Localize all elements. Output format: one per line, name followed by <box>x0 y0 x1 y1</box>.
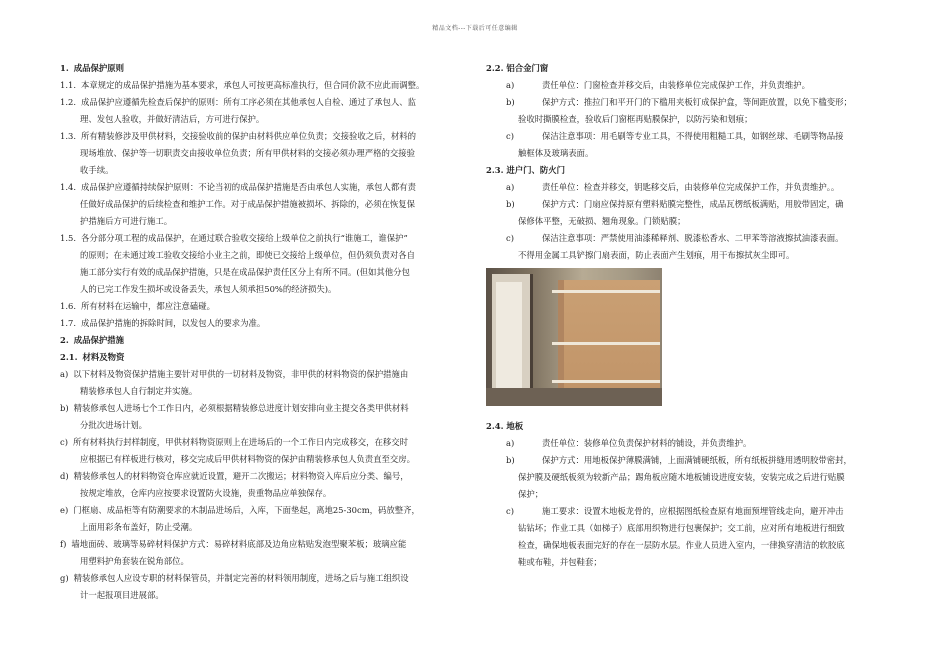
left-line <box>60 519 475 536</box>
clause-text: 施工部分实行有效的成品保护措施，只是在成品保护责任区分上有所不同。(但如其他分包 <box>80 267 410 277</box>
clause-number: b) <box>60 403 69 413</box>
section-2-4-body <box>486 435 896 571</box>
clause-number: a) <box>60 369 69 379</box>
clause-text: 以下材料及物资保护措施主要针对甲供的一切材料及物资，非甲供的材料物资的保护措施由 <box>73 369 409 379</box>
left-line <box>60 281 475 298</box>
left-line <box>60 60 475 77</box>
left-line <box>60 451 475 468</box>
right-line <box>486 77 896 94</box>
item-label: a) <box>506 438 515 448</box>
clause-text: 用塑料护角套装在锐角部位。 <box>80 556 189 566</box>
left-line <box>60 145 475 162</box>
item-text: 保护方式：用地板保护薄膜满铺，上面满铺硬纸板，所有纸板拼缝用透明胶带密封， <box>542 455 852 465</box>
right-line <box>486 230 896 247</box>
section-2-3-title: 2.3. 进户门、防火门 <box>486 165 566 175</box>
right-line <box>486 145 896 162</box>
clause-text: 精装修承包人应设专职的材料保管员，并制定完善的材料领用制度，进场之后与施工组织设 <box>73 573 409 583</box>
item-text: 责任单位：门窗检查并移交后，由装修单位完成保护工作，并负责维护。 <box>542 80 810 90</box>
clause-number: d) <box>60 471 69 481</box>
item-text: 保洁注意事项：用毛刷等专业工具，不得使用粗糙工具，如钢丝球、毛刷等物品接 <box>542 131 844 141</box>
left-line <box>60 502 475 519</box>
item-label: b) <box>506 199 515 209</box>
clause-number: 1.1. <box>60 80 76 90</box>
right-line <box>486 452 896 469</box>
item-text: 责任单位：装修单位负责保护材料的铺设，并负责维护。 <box>542 438 752 448</box>
clause-number: 1. <box>60 63 69 73</box>
right-line <box>486 486 896 503</box>
item-text: 保修体平整，无破损、翘角现象。门锁贴膜； <box>518 216 686 226</box>
item-text: 鞋或布鞋，并包鞋套； <box>518 557 602 567</box>
section-2-4-title: 2.4. 地板 <box>486 421 524 431</box>
clause-number: 2. <box>60 335 69 345</box>
clause-number: 1.3. <box>60 131 76 141</box>
right-line <box>486 179 896 196</box>
clause-text: 的原则；在未通过竣工验收交接给小业主之前，即使已交接给上级单位，但仍须负责对各自 <box>80 250 415 260</box>
item-text: 保护； <box>518 489 544 499</box>
clause-number: 2.1. <box>60 352 78 362</box>
right-line <box>486 503 896 520</box>
clause-text: 成品保护措施 <box>73 335 124 345</box>
clause-text: 按规定堆放，仓库内应按要求设置防火设施，贵重物品应单独保存。 <box>80 488 332 498</box>
right-line <box>486 537 896 554</box>
left-line <box>60 400 475 417</box>
item-label: c) <box>506 233 514 243</box>
clause-text: 收手续。 <box>80 165 114 175</box>
left-line <box>60 570 475 587</box>
clause-text: 任做好成品保护的后续检查和维护工作。对于成品保护措施被损坏、拆除的，必须在恢复保 <box>80 199 415 209</box>
item-text: 责任单位：检查并移交，钥匙移交后，由装修单位完成保护工作，并负责维护。。 <box>542 182 840 192</box>
item-text: 保护膜及硬纸板须为较新产品；踢角板应随木地板铺设进度安装，安装完成之后进行贴膜 <box>518 472 845 482</box>
clause-number: 1.7. <box>60 318 76 328</box>
clause-number: c) <box>60 437 68 447</box>
right-line <box>486 111 896 128</box>
right-line <box>486 554 896 571</box>
left-line <box>60 332 475 349</box>
clause-text: 理、发包人验收，并做好清洁后，方可进行保护。 <box>80 114 265 124</box>
clause-text: 应根据已有样板进行核对，移交完成后甲供材料物资的保护由精装修承包人负责直至交房。 <box>80 454 415 464</box>
section-2-2-body <box>486 77 896 162</box>
clause-number: g) <box>60 573 69 583</box>
right-line <box>486 213 896 230</box>
clause-text: 成品保护措施的拆除时间，以发包人的要求为准。 <box>80 318 266 328</box>
right-column <box>486 60 896 571</box>
item-label: a) <box>506 80 515 90</box>
left-line <box>60 315 475 332</box>
clause-text: 精装修承包人自行制定并实施。 <box>80 386 198 396</box>
clause-number: 1.2. <box>60 97 76 107</box>
clause-text: 护措施后方可进行施工。 <box>80 216 173 226</box>
left-line <box>60 553 475 570</box>
left-line <box>60 298 475 315</box>
left-line <box>60 468 475 485</box>
item-label: b) <box>506 455 515 465</box>
left-line <box>60 77 475 94</box>
clause-text: 各分部分项工程的成品保护，在通过联合验收交接给上级单位之前执行“谁施工，谁保护” <box>80 233 408 243</box>
clause-text: 本章规定的成品保护措施为基本要求，承包人可按更高标准执行，但合同价款不应此而调整。 <box>80 80 425 90</box>
item-text: 验收时撕膜检查，验收后门窗框再贴膜保护，以防污染和划痕； <box>518 114 753 124</box>
left-line <box>60 230 475 247</box>
clause-number: 1.6. <box>60 301 76 311</box>
left-line <box>60 485 475 502</box>
clause-text: 成品保护应遵循先检查后保护的原则：所有工序必须在其他承包人自检、通过了承包人、监 <box>80 97 416 107</box>
item-label: a) <box>506 182 515 192</box>
clause-number: 1.4. <box>60 182 76 192</box>
left-line <box>60 94 475 111</box>
right-line <box>486 196 896 213</box>
clause-number: 1.5. <box>60 233 76 243</box>
item-text: 保护方式：门扇应保持原有塑料贴膜完整性，成品瓦楞纸板满贴，用胶带固定，确 <box>542 199 844 209</box>
item-text: 施工要求：设置木地板龙骨的，应根据图纸检查原有地面预埋管线走向，避开冲击 <box>542 506 844 516</box>
right-line <box>486 128 896 145</box>
item-text: 不得用金属工具铲擦门扇表面，防止表面产生划痕，用干布擦拭灰尘即可。 <box>518 250 795 260</box>
left-line <box>60 247 475 264</box>
item-text: 保护方式：推拉门和平开门的下槛用夹板钉成保护盒，等间距放置，以免下槛变形； <box>542 97 852 107</box>
clause-text: 精装修承包人的材料物资仓库应就近设置，避开二次搬运；材料物资入库后应分类、编号， <box>73 471 409 481</box>
section-2-2-title: 2.2. 铝合金门窗 <box>486 63 549 73</box>
clause-number: f) <box>60 539 67 549</box>
left-line <box>60 111 475 128</box>
clause-text: 上面用彩条布盖好，防止受潮。 <box>80 522 198 532</box>
page-header: 精品文档---下载后可任意编辑 <box>432 25 518 32</box>
right-line <box>486 435 896 452</box>
left-line <box>60 128 475 145</box>
right-line <box>486 94 896 111</box>
clause-text: 所有材料执行封样制度，甲供材料物资原则上在进场后的一个工作日内完成移交，在移交时 <box>72 437 408 447</box>
right-line <box>486 520 896 537</box>
clause-text: 门框扇、成品柜等有防潮要求的木制品进场后，入库，下面垫起，离地25-30cm，码放整齐， <box>73 505 420 515</box>
left-line <box>60 213 475 230</box>
left-line <box>60 366 475 383</box>
clause-text: 材料及物资 <box>82 352 125 362</box>
section-2-3-body <box>486 179 896 264</box>
item-text: 保洁注意事项：严禁使用油漆稀释剂、脱漆松香水、二甲苯等溶液擦拭油漆表面。 <box>542 233 844 243</box>
left-line <box>60 162 475 179</box>
item-label: b) <box>506 97 515 107</box>
clause-text: 精装修承包人进场七个工作日内，必须根据精装修总进度计划安排向业主提交各类甲供材料 <box>73 403 409 413</box>
left-line <box>60 349 475 366</box>
clause-number: e) <box>60 505 69 515</box>
left-line <box>60 434 475 451</box>
item-text: 钻钻坏；作业工具（如梯子）底部用织物进行包裹保护；交工前，应对所有地板进行细致 <box>518 523 845 533</box>
clause-text: 所有材料在运输中，都应注意磕碰。 <box>80 301 215 311</box>
right-line <box>486 469 896 486</box>
clause-text: 所有精装修涉及甲供材料，交接验收前的保护由材料供应单位负责；交接验收之后，材料的 <box>80 131 416 141</box>
left-line <box>60 179 475 196</box>
clause-text: 计一起报项目进展部。 <box>80 590 164 600</box>
left-line <box>60 536 475 553</box>
left-column <box>60 60 475 604</box>
clause-text: 分批次进场计划。 <box>80 420 147 430</box>
left-line <box>60 417 475 434</box>
item-label: c) <box>506 131 514 141</box>
item-text: 检查，确保地板表面完好的存在一层防水层。作业人员进入室内，一律换穿清洁的软胶底 <box>518 540 845 550</box>
item-text: 触框体及玻璃表面。 <box>518 148 594 158</box>
clause-text: 墙地面砖、玻璃等易碎材料保护方式：易碎材料底部及边角应粘贴发泡型聚苯板；玻璃应能 <box>71 539 407 549</box>
item-label: c) <box>506 506 514 516</box>
left-line <box>60 383 475 400</box>
clause-text: 成品保护原则 <box>73 63 124 73</box>
right-line <box>486 247 896 264</box>
left-line <box>60 196 475 213</box>
clause-text: 成品保护应遵循持续保护原则：不论当初的成品保护措施是否由承包人实施，承包人都有责 <box>80 182 416 192</box>
clause-text: 现场堆放、保护等一切职责交由接收单位负责；所有甲供材料的交接必须办理严格的交接验 <box>80 148 415 158</box>
left-line <box>60 587 475 604</box>
door-protection-photo <box>486 268 662 406</box>
clause-text: 人的已完工作发生损坏或设备丢失，承包人须承担50%的经济损失)。 <box>80 284 337 294</box>
left-line <box>60 264 475 281</box>
